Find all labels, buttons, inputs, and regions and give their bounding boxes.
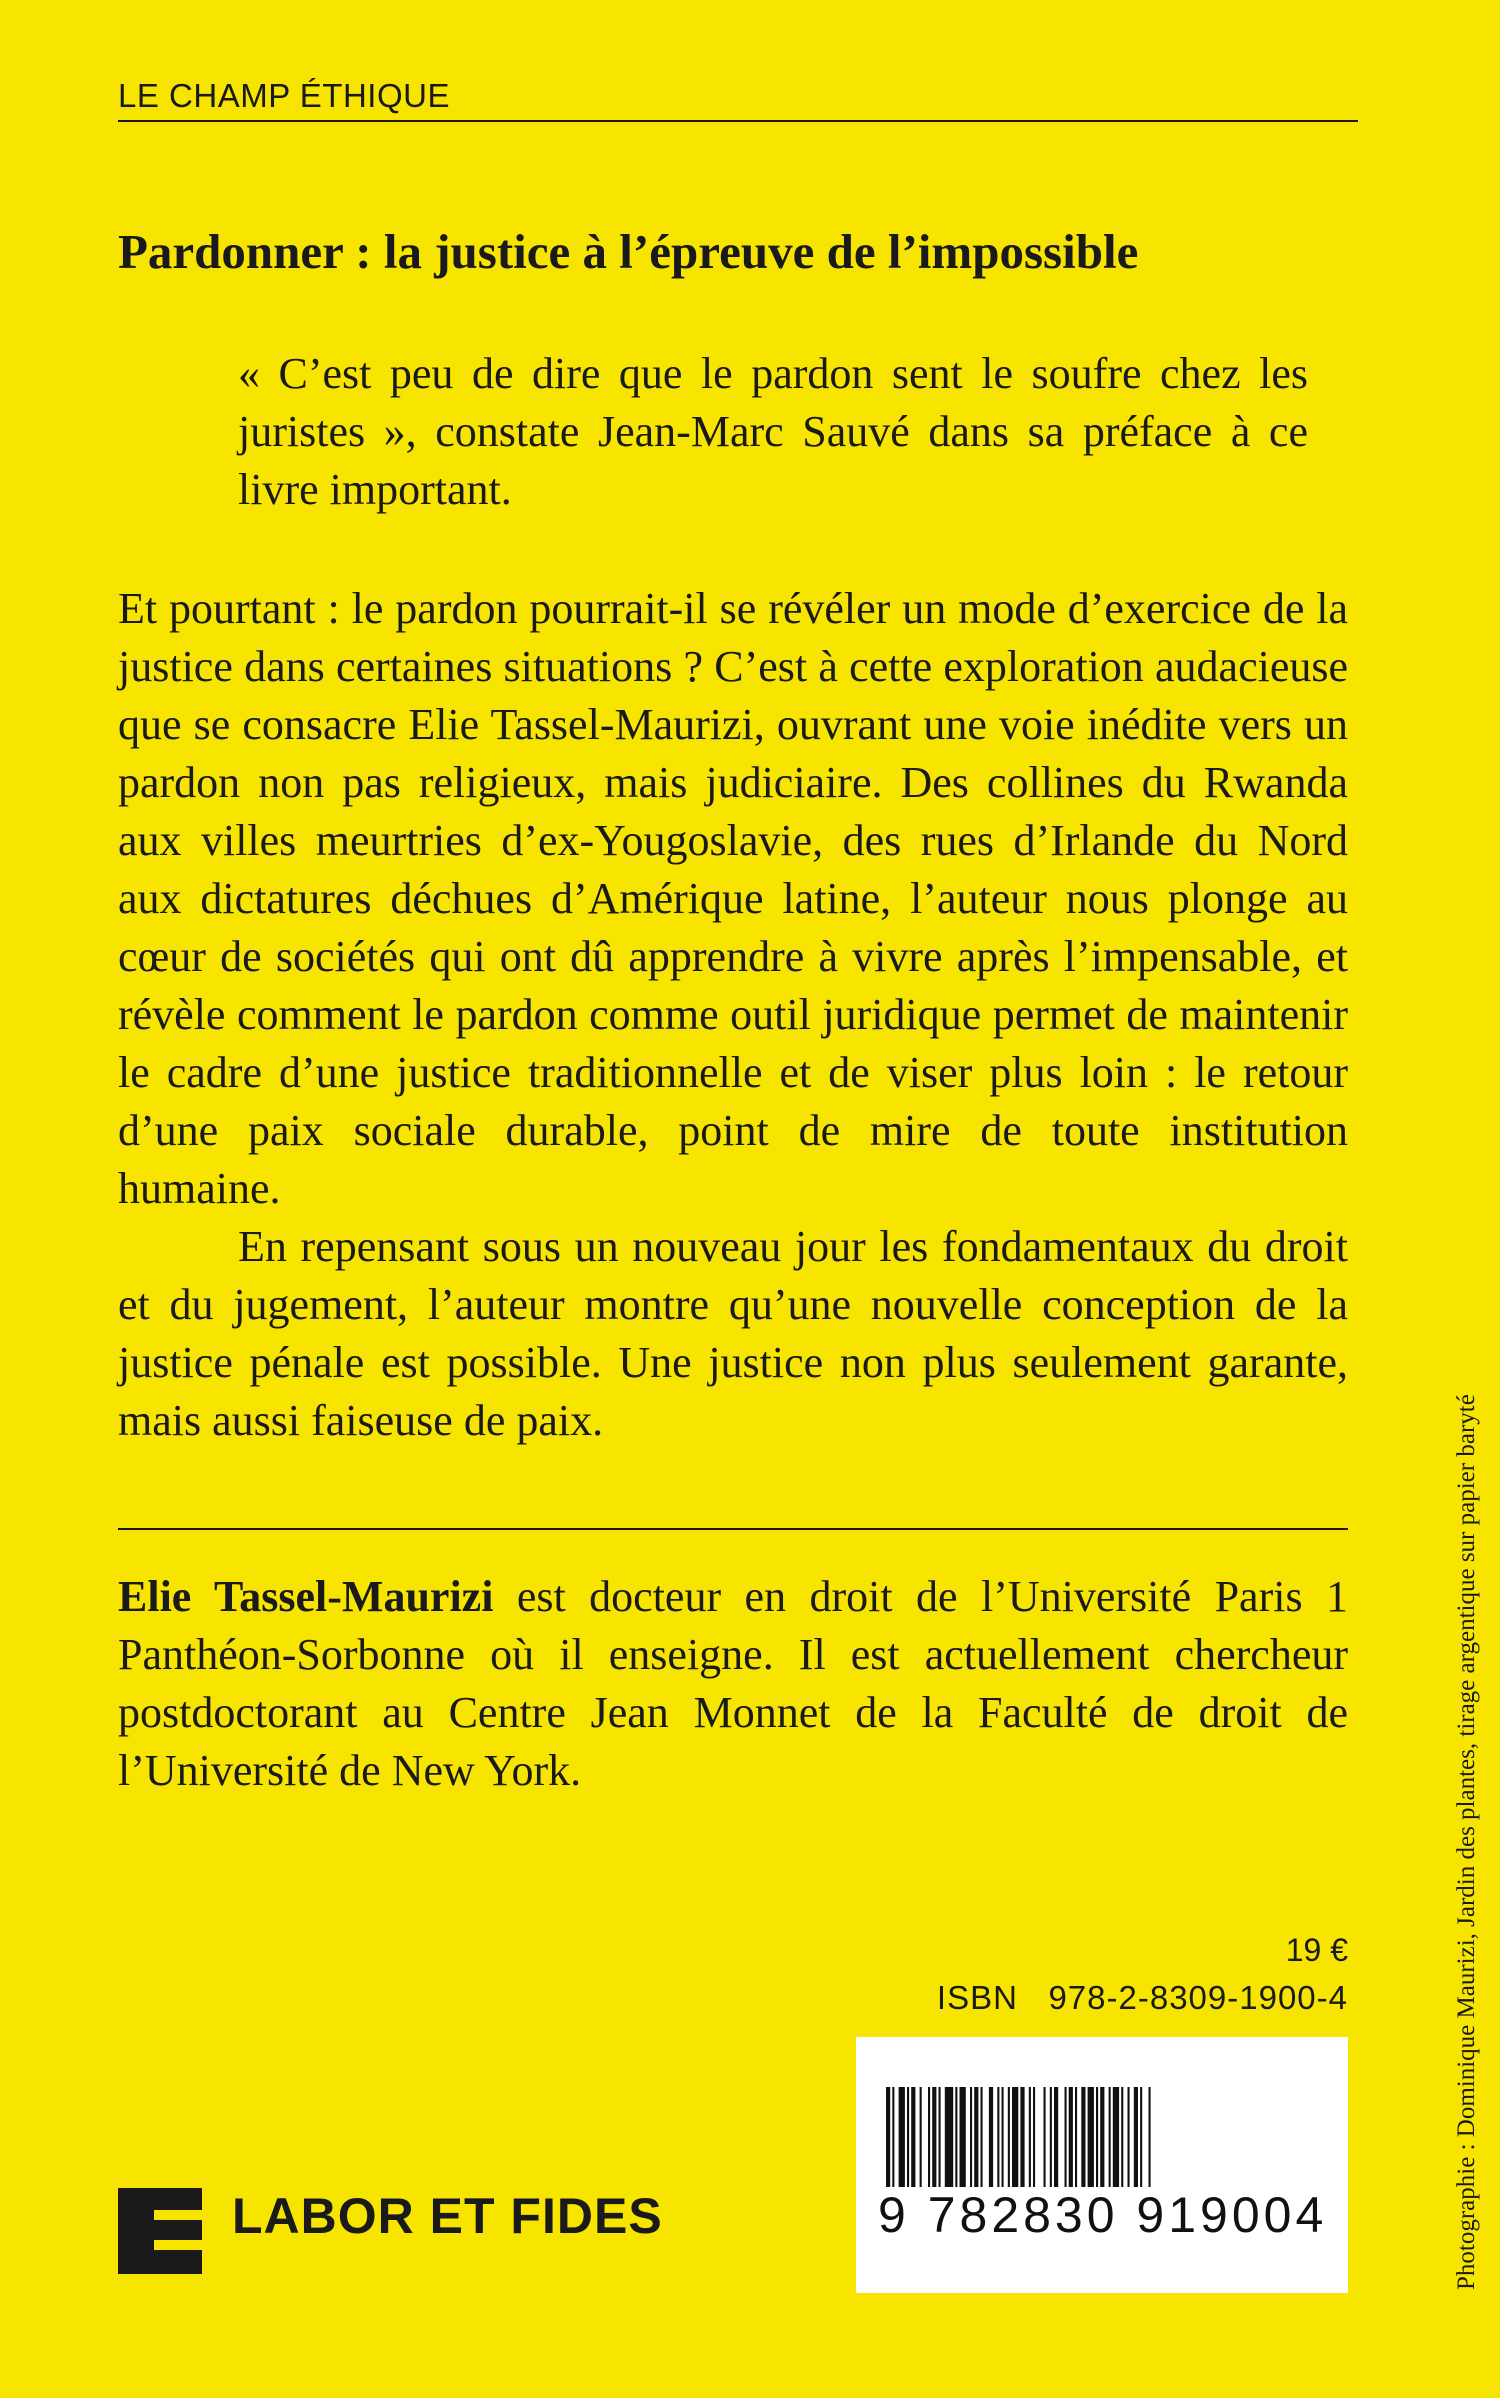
blurb	[118, 580, 1348, 1450]
preface-quote: « C’est peu de dire que le pardon sent le soufre chez les juristes », constate Jean-Marc Sauvé dans sa préface à ce livre important.	[238, 349, 1308, 514]
series-name: LE CHAMP ÉTHIQUE	[118, 77, 450, 114]
barcode-digits: 9 782830 919004	[878, 2187, 1328, 2243]
author-bio-text: est docteur en droit de l’Université Paris 1 Panthéon-Sorbonne où il enseigne. Il est actuellement chercheur postdoctorant au Centre Jean Monnet de la Faculté de droit de l’Université de New York.	[118, 1572, 1349, 1795]
price: 19 €	[1285, 1932, 1348, 1968]
blurb-paragraph-1: Et pourtant : le pardon pourrait-il se révéler un mode d’exercice de la justice dans certaines situations ? C’est à cette exploration audacieuse que se consacre Elie Tassel-Maurizi, ouvrant une voie inédite vers un pardon non pas religieux, mais judiciaire. Des collines du Rwanda aux villes meurtries d’ex-Yougoslavie, des rues d’Irlande du Nord aux dictatures déchues d’Amérique latine, l’auteur nous plonge au cœur de sociétés qui ont dû apprendre à vivre après l’impensable, et révèle comment le pardon comme outil juridique permet de maintenir le cadre d’une justice traditionnelle et de viser plus loin : le retour d’une paix sociale durable, point de mire de toute institution humaine.	[118, 584, 1348, 1213]
author-bio	[118, 1568, 1348, 1800]
top-divider	[118, 120, 1358, 122]
bio-divider	[118, 1528, 1348, 1530]
blurb-paragraph-2: En repensant sous un nouveau jour les fondamentaux du droit et du jugement, l’auteur montre qu’une nouvelle conception de la justice pénale est possible. Une justice non plus seulement garante, mais aussi faiseuse de paix.	[118, 1222, 1348, 1445]
photo-credit: Photographie : Dominique Maurizi, Jardin des plantes, tirage argentique sur papier baryté	[1453, 1394, 1480, 2290]
barcode-panel	[856, 2037, 1348, 2293]
isbn-number: ISBN 978-2-8309-1900-4	[936, 1979, 1348, 2016]
labor-et-fides-logo-icon	[118, 2188, 202, 2274]
author-name: Elie Tassel-Maurizi	[118, 1572, 494, 1621]
publisher-name: LABOR ET FIDES	[232, 2188, 663, 2244]
book-title: Pardonner : la justice à l’épreuve de l’impossible	[118, 224, 1139, 279]
isbn-barcode-icon	[886, 2087, 1318, 2187]
